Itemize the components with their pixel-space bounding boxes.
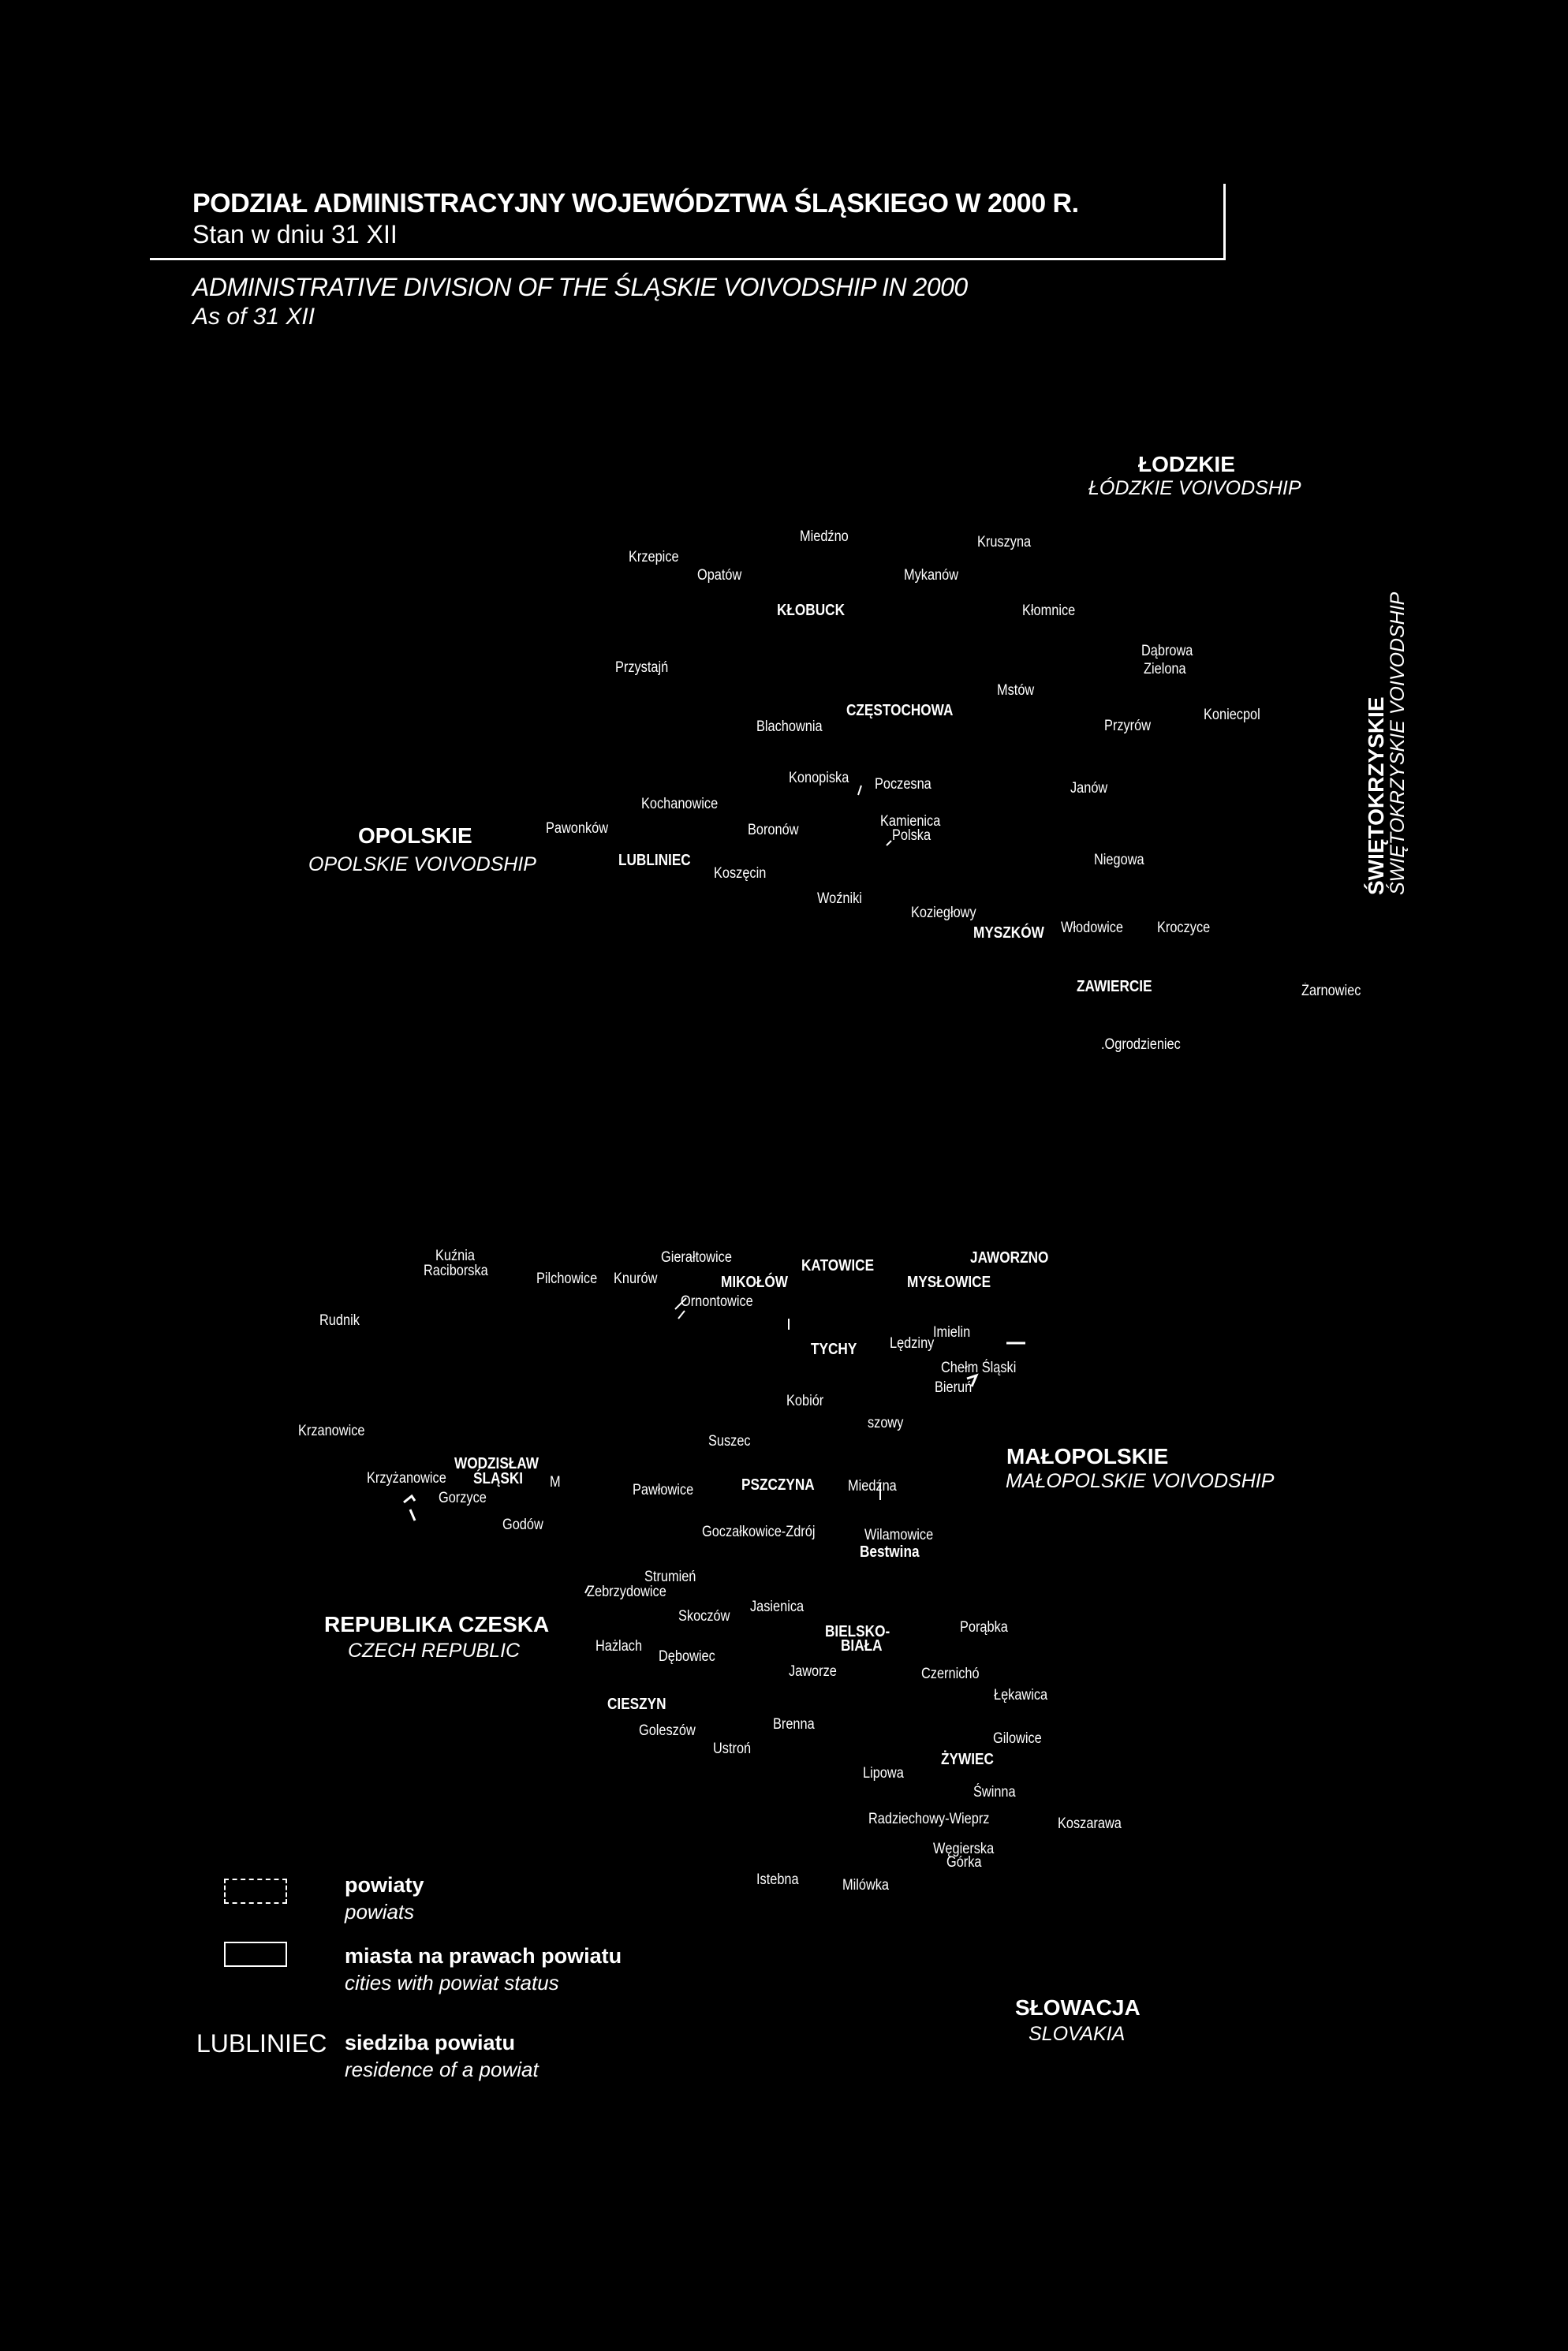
- town-label: Poczesna: [875, 776, 931, 793]
- town-label: Lędziny: [890, 1335, 935, 1352]
- seat-label: ŚLĄSKI: [473, 1470, 524, 1487]
- map-mark: [967, 1375, 976, 1386]
- town-label: Blachownia: [756, 718, 823, 735]
- town-label: Skoczów: [678, 1608, 730, 1625]
- town-label: Przyrów: [1104, 718, 1152, 734]
- seat-label: ŻYWIEC: [941, 1751, 994, 1768]
- town-label: Milówka: [842, 1877, 890, 1894]
- town-label: Brenna: [773, 1716, 815, 1733]
- date-en: As of 31 XII: [192, 304, 315, 330]
- town-label: Koniecpol: [1204, 707, 1260, 723]
- town-label: Pawłowice: [633, 1482, 694, 1498]
- town-label: Boronów: [748, 822, 799, 838]
- town-label: Janów: [1070, 780, 1108, 797]
- town-label: Górka: [946, 1854, 982, 1871]
- town-label: Goleszów: [639, 1722, 696, 1739]
- town-label: Hażlach: [595, 1638, 643, 1655]
- town-label: Koziegłowy: [911, 905, 976, 921]
- town-label: Miedźno: [800, 528, 849, 545]
- town-label: Przystajń: [615, 659, 669, 676]
- town-label: Konopiska: [789, 770, 849, 786]
- town-label: Kroczyce: [1157, 920, 1211, 936]
- region-malopolskie: MAŁOPOLSKIE: [1006, 1444, 1169, 1468]
- seat-label: MIKOŁÓW: [721, 1274, 789, 1291]
- seat-label: JAWORZNO: [970, 1249, 1049, 1267]
- seat-label: CZĘSTOCHOWA: [846, 702, 954, 719]
- seat-label: BIAŁA: [841, 1637, 883, 1655]
- region-czech-sub: CZECH REPUBLIC: [348, 1640, 521, 1662]
- legend-powiats-en: powiats: [345, 1900, 415, 1924]
- town-label: Polska: [892, 827, 931, 844]
- town-label: M: [550, 1474, 561, 1491]
- town-label: Ornontowice: [681, 1293, 753, 1310]
- region-lodzkie: ŁODZKIE: [1138, 452, 1235, 476]
- seat-label: WODZISŁAW: [454, 1455, 539, 1472]
- seat-label: MYSŁOWICE: [907, 1274, 991, 1291]
- legend-powiat-swatch: [224, 1879, 287, 1904]
- town-label: Dębowiec: [659, 1648, 715, 1665]
- town-label: Miedźna: [848, 1478, 897, 1495]
- town-label: Zielona: [1144, 661, 1186, 677]
- legend-seat-en: residence of a powiat: [345, 2058, 539, 2081]
- town-label: Niegowa: [1094, 852, 1144, 868]
- town-label: Goczałkowice-Zdrój: [702, 1524, 816, 1540]
- town-label: Radziechowy-Wieprz: [868, 1811, 990, 1827]
- town-label: Pawonków: [546, 820, 609, 837]
- town-label: Koszęcin: [714, 865, 767, 882]
- town-label: Krzyżanowice: [367, 1470, 446, 1487]
- date-pl: Stan w dniu 31 XII: [192, 220, 398, 248]
- region-opolskie-sub: OPOLSKIE VOIVODSHIP: [308, 853, 536, 875]
- seat-label: KŁOBUCK: [777, 602, 845, 619]
- town-label: Strumień: [644, 1569, 696, 1585]
- seat-label: MYSZKÓW: [973, 924, 1044, 942]
- seat-label: Bestwina: [860, 1543, 920, 1561]
- town-label: Wilamowice: [864, 1527, 934, 1543]
- town-label: Łękawica: [994, 1687, 1048, 1704]
- town-label: .Ogrodzieniec: [1101, 1036, 1181, 1053]
- region-swietokrzyskie-sub: ŚWIĘTOKRZYSKIE VOIVODSHIP: [1387, 591, 1409, 895]
- town-label: Mstów: [997, 682, 1035, 699]
- town-label: Ustroń: [713, 1741, 752, 1757]
- legend-powiats-pl: powiaty: [345, 1873, 424, 1897]
- legend-cities-en: cities with powiat status: [345, 1971, 559, 1995]
- seat-label: ZAWIERCIE: [1077, 978, 1152, 995]
- seat-label: PSZCZYNA: [741, 1476, 815, 1494]
- town-label: Kochanowice: [641, 796, 719, 812]
- legend-cities-pl: miasta na prawach powiatu: [345, 1944, 622, 1968]
- town-label: Kamienica: [880, 813, 941, 830]
- town-label: Czernichó: [921, 1666, 980, 1682]
- region-lodzkie-sub: ŁÓDZKIE VOIVODSHIP: [1088, 477, 1301, 499]
- legend-seat-pl: siedziba powiatu: [345, 2031, 516, 2054]
- town-label: Gilowice: [993, 1730, 1042, 1747]
- title-en: ADMINISTRATIVE DIVISION OF THE ŚLĄSKIE VOIVODSHIP IN 2000: [192, 273, 968, 301]
- town-label: Porąbka: [960, 1619, 1008, 1636]
- town-label: Godów: [502, 1517, 543, 1533]
- town-label: Włodowice: [1061, 920, 1124, 936]
- map-mark: [858, 786, 861, 795]
- town-label: Węgierska: [933, 1841, 995, 1857]
- town-label: Lipowa: [863, 1765, 904, 1782]
- town-label: Gierałtowice: [661, 1249, 732, 1266]
- map-mark: [675, 1298, 686, 1319]
- town-label: Żarnowiec: [1301, 983, 1361, 999]
- map-mark: [887, 841, 891, 845]
- town-label: Jasienica: [750, 1599, 805, 1615]
- town-label: Imielin: [933, 1324, 971, 1341]
- town-label: Zebrzydowice: [587, 1584, 666, 1600]
- town-label: Opatów: [697, 567, 742, 584]
- seat-label: CIESZYN: [607, 1696, 666, 1713]
- region-opolskie: OPOLSKIE: [358, 823, 472, 848]
- town-label: Raciborska: [424, 1263, 488, 1279]
- town-label: Kłomnice: [1022, 603, 1076, 619]
- seat-label: LUBLINIEC: [618, 852, 691, 869]
- town-label: Kuźnia: [435, 1248, 475, 1264]
- town-label: Chełm Śląski: [941, 1360, 1017, 1376]
- town-label: Knurów: [614, 1271, 658, 1287]
- map-mark: [585, 1587, 588, 1593]
- town-label: Mykanów: [904, 567, 959, 584]
- town-label: Suszec: [708, 1433, 751, 1450]
- map-mark: [404, 1496, 415, 1521]
- region-malopolskie-sub: MAŁOPOLSKIE VOIVODSHIP: [1006, 1470, 1275, 1492]
- seat-label: TYCHY: [811, 1341, 857, 1358]
- legend-seat-sample: LUBLINIEC: [196, 2029, 327, 2058]
- town-label: Gorzyce: [439, 1490, 487, 1506]
- town-label: Koszarawa: [1058, 1815, 1122, 1832]
- town-label: Kobiór: [786, 1393, 824, 1409]
- town-label: Kruszyna: [977, 534, 1032, 550]
- region-slovakia-sub: SLOVAKIA: [1029, 2023, 1126, 2045]
- seat-label: BIELSKO-: [825, 1623, 890, 1640]
- town-label: Pilchowice: [536, 1271, 598, 1287]
- town-label: Bieruń: [935, 1379, 973, 1396]
- town-label: Jaworze: [789, 1663, 837, 1680]
- region-czech: REPUBLIKA CZESKA: [324, 1612, 550, 1636]
- town-label: Woźniki: [817, 890, 862, 907]
- town-label: Krzanowice: [298, 1423, 365, 1439]
- region-slovakia: SŁOWACJA: [1015, 1995, 1141, 2020]
- town-label: Dąbrowa: [1141, 643, 1193, 659]
- legend-city-swatch: [224, 1942, 287, 1967]
- town-label: szowy: [868, 1415, 904, 1431]
- town-label: Krzepice: [629, 549, 679, 565]
- town-label: Rudnik: [319, 1312, 360, 1329]
- town-label: Świnna: [973, 1784, 1016, 1801]
- town-label: Istebna: [756, 1871, 799, 1888]
- seat-label: KATOWICE: [801, 1257, 875, 1274]
- region-swietokrzyskie: ŚWIĘTOKRZYSKIE: [1364, 696, 1388, 895]
- title-pl: PODZIAŁ ADMINISTRACYJNY WOJEWÓDZTWA ŚLĄSKIEGO W 2000 R.: [192, 188, 1079, 218]
